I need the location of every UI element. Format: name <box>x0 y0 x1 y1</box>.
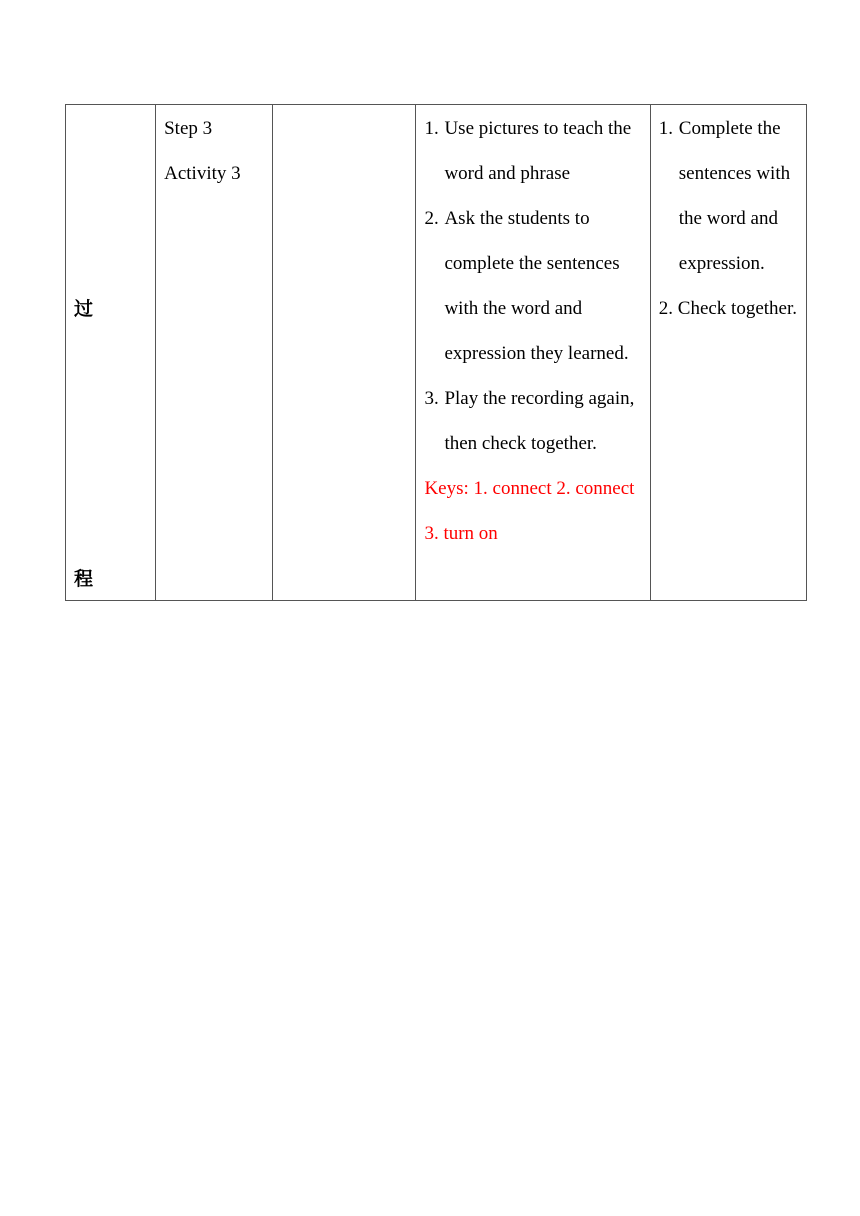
activity-label: Activity 3 <box>164 163 241 184</box>
student-activities-list <box>659 106 802 286</box>
lesson-plan-table <box>65 104 807 601</box>
stage-label-top: 过 <box>74 298 94 320</box>
item-number: 2. <box>424 208 439 229</box>
list-item <box>424 106 643 196</box>
step-cell <box>156 105 273 601</box>
item-number: 3. <box>424 388 439 409</box>
list-item <box>424 196 643 376</box>
stage-label-bottom: 程 <box>74 568 94 590</box>
item-text: Ask the students to complete the sentences with the word and expression they learned. <box>444 208 629 364</box>
item-text: Play the recording again, then check together. <box>444 388 635 454</box>
list-item <box>424 376 643 466</box>
list-item <box>659 106 802 286</box>
step-label: Step 3 <box>164 118 213 139</box>
teacher-activities-list <box>424 106 643 466</box>
student-activities-cell <box>650 105 806 601</box>
stage-cell <box>66 105 156 601</box>
empty-cell <box>273 105 416 601</box>
item-number: 1. <box>658 118 674 139</box>
table-row <box>66 105 807 601</box>
student-item-2: 2. Check together. <box>658 298 798 319</box>
answer-keys: Keys: 1. connect 2. connect 3. turn on <box>424 478 635 544</box>
teacher-activities-cell <box>416 105 650 601</box>
item-text: Complete the sentences with the word and expression. <box>678 118 791 274</box>
item-number: 1. <box>424 118 439 139</box>
item-text: Use pictures to teach the word and phrase <box>444 118 632 184</box>
